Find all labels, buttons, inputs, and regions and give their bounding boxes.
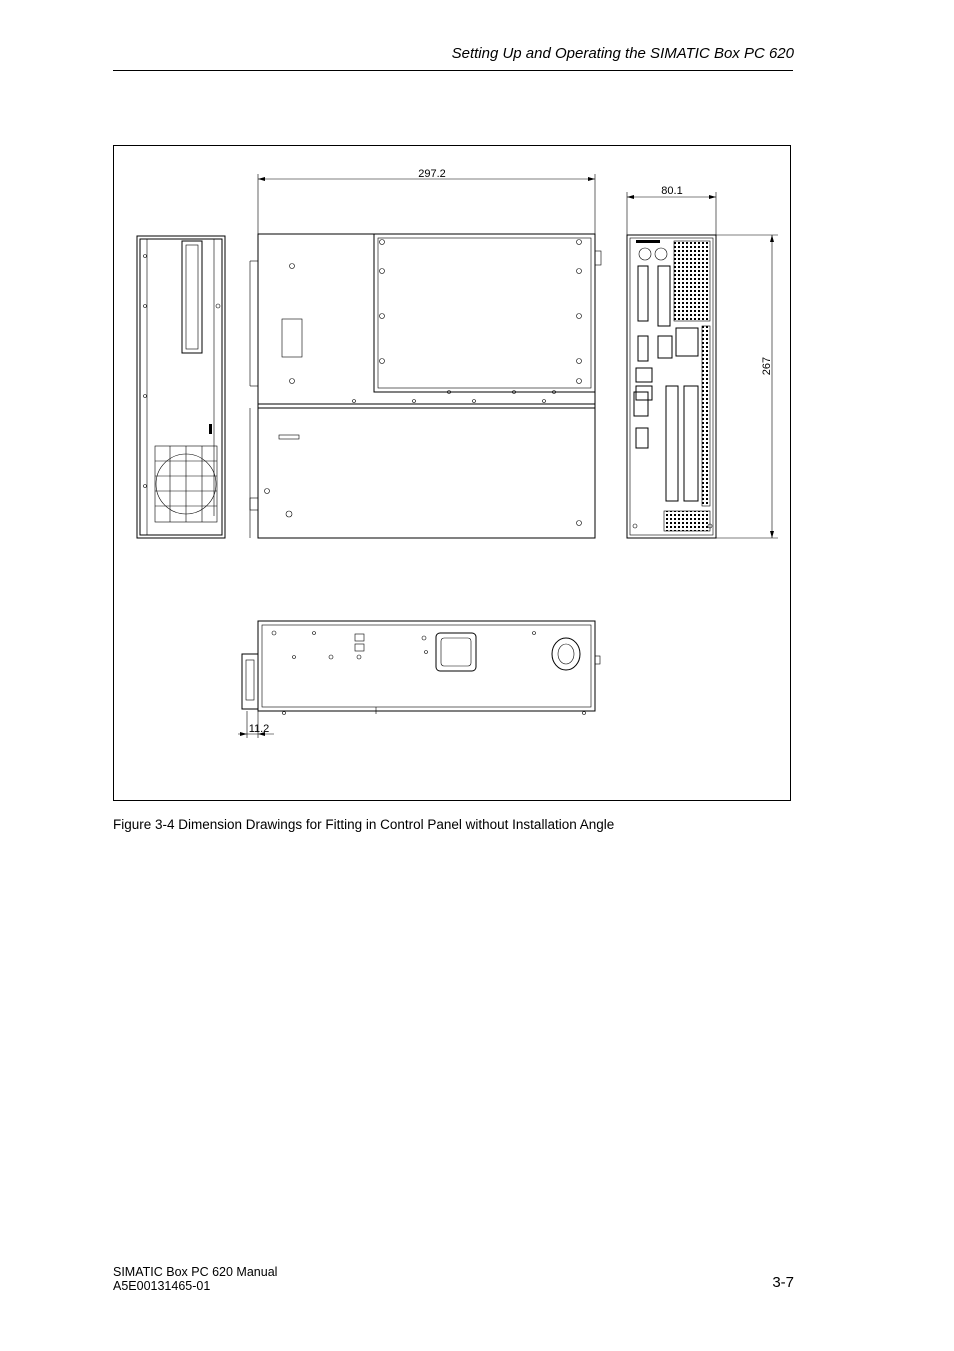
dimension-label-height: 267 [761, 356, 773, 376]
footer-manual-title: SIMATIC Box PC 620 Manual [113, 1265, 278, 1279]
footer-info [113, 1265, 277, 1293]
dimension-label-depth: 80.1 [661, 185, 683, 197]
dimension-drawing [114, 146, 792, 802]
dimension-label-width: 297.2 [418, 168, 446, 180]
figure-frame [113, 145, 791, 801]
left-side-view [137, 236, 225, 538]
dimension-label-offset: 11.2 [248, 723, 270, 735]
front-lower-view [250, 400, 595, 539]
page-number: 3-7 [772, 1274, 794, 1291]
depth-dimension [627, 185, 716, 236]
connector-side-view [627, 235, 716, 538]
offset-dimension [238, 711, 274, 738]
top-plan-view [242, 621, 600, 715]
width-dimension [258, 168, 595, 238]
running-header: Setting Up and Operating the SIMATIC Box PC 620 [451, 45, 794, 62]
footer-order-number: A5E00131465-01 [113, 1279, 211, 1293]
front-view [250, 234, 601, 408]
figure-caption: Figure 3-4 Dimension Drawings for Fitting in Control Panel without Installation Angle [113, 817, 615, 832]
header-divider [113, 70, 793, 71]
height-dimension [714, 235, 778, 538]
